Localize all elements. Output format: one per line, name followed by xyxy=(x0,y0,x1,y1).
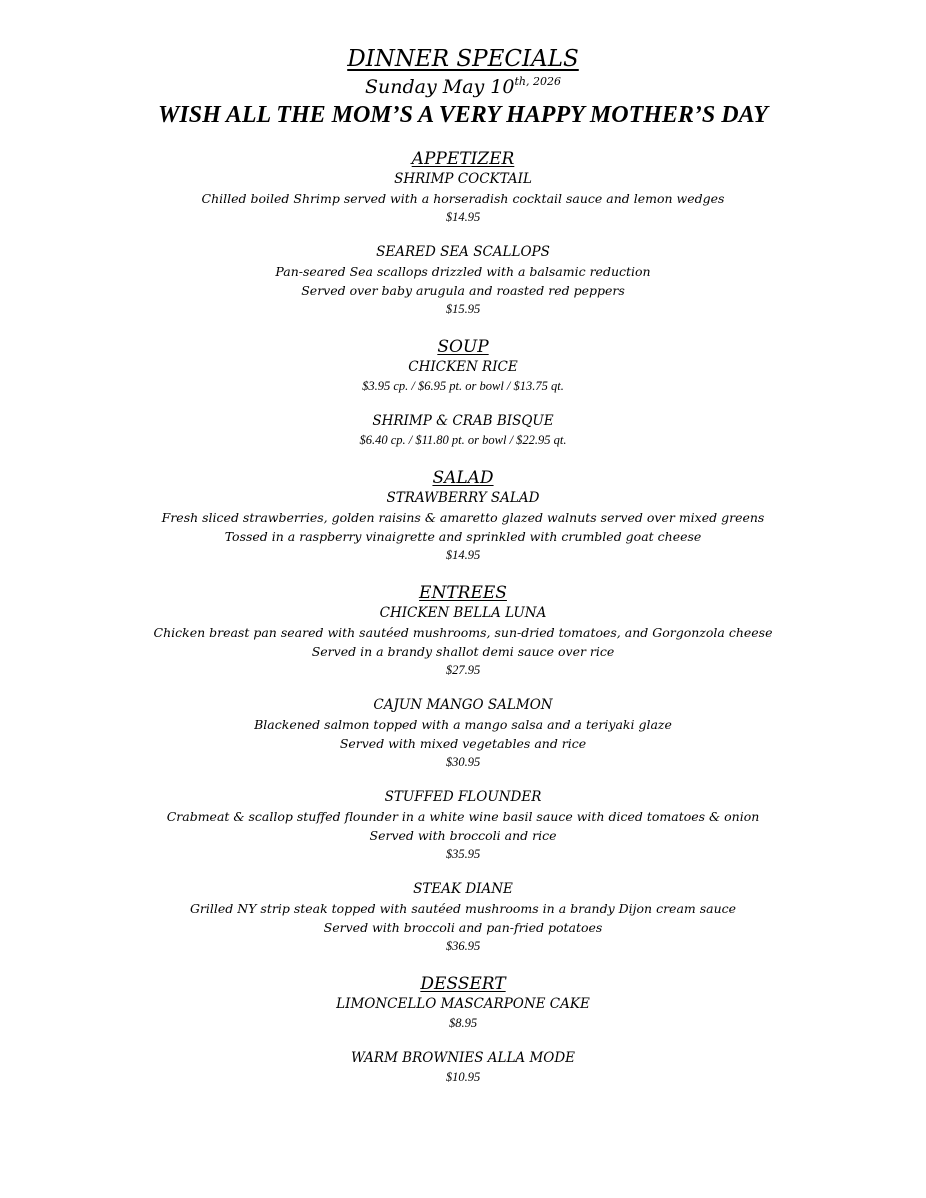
menu-item-description: Served with mixed vegetables and rice xyxy=(339,736,587,751)
date-line xyxy=(0,74,926,100)
menu-item-description: Fresh sliced strawberries, golden raisins & amaretto glazed walnuts served over mixed greens xyxy=(161,510,765,525)
menu-item xyxy=(0,604,926,679)
section-heading: SOUP xyxy=(437,337,489,357)
menu-item-description: Chicken breast pan seared with sautéed mushrooms, sun-dried tomatoes, and Gorgonzola cheese xyxy=(153,625,773,640)
mothers-day-greeting: WISH ALL THE MOM’S A VERY HAPPY MOTHER’S DAY xyxy=(158,102,768,128)
menu-sections xyxy=(0,148,926,1086)
section-heading: DESSERT xyxy=(420,974,506,994)
menu-item-price: $3.95 cp. / $6.95 pt. or bowl / $13.75 qt. xyxy=(362,379,564,393)
menu-section-salad xyxy=(0,467,926,564)
menu-item xyxy=(0,489,926,564)
menu-section-appetizer xyxy=(0,148,926,318)
menu-item-name: SEARED SEA SCALLOPS xyxy=(376,244,550,260)
menu-item-description: Grilled NY strip steak topped with sautéed mushrooms in a brandy Dijon cream sauce xyxy=(189,901,737,916)
menu-item-description: Pan-seared Sea scallops drizzled with a balsamic reduction xyxy=(275,264,651,279)
menu-item-price: $30.95 xyxy=(445,755,481,769)
menu-item-description: Tossed in a raspberry vinaigrette and sprinkled with crumbled goat cheese xyxy=(224,529,702,544)
menu-item xyxy=(0,170,926,226)
menu-item xyxy=(0,358,926,395)
menu-item-name: LIMONCELLO MASCARPONE CAKE xyxy=(336,996,590,1012)
menu-item-price: $35.95 xyxy=(445,847,481,861)
menu-item xyxy=(0,412,926,449)
section-heading: SALAD xyxy=(432,468,494,488)
menu-item-price: $10.95 xyxy=(445,1070,481,1084)
menu-item-price: $8.95 xyxy=(448,1016,478,1030)
menu-item-price: $14.95 xyxy=(445,210,481,224)
menu-item-name: CHICKEN BELLA LUNA xyxy=(379,605,547,621)
menu-item-price: $15.95 xyxy=(445,302,481,316)
menu-item-name: STRAWBERRY SALAD xyxy=(386,490,540,506)
menu-item-name: WARM BROWNIES ALLA MODE xyxy=(350,1050,576,1066)
date-main: Sunday May 10 xyxy=(365,76,515,98)
menu-item-name: SHRIMP & CRAB BISQUE xyxy=(372,413,554,429)
menu-item-price: $6.40 cp. / $11.80 pt. or bowl / $22.95 qt. xyxy=(359,433,567,447)
menu-item-description: Crabmeat & scallop stuffed flounder in a white wine basil sauce with diced tomatoes & onion xyxy=(166,809,760,824)
menu-item-price: $36.95 xyxy=(445,939,481,953)
menu-header xyxy=(0,44,926,130)
menu-item xyxy=(0,788,926,863)
menu-item-name: STEAK DIANE xyxy=(413,881,513,897)
menu-item-description: Chilled boiled Shrimp served with a horseradish cocktail sauce and lemon wedges xyxy=(201,191,725,206)
menu-item-description: Blackened salmon topped with a mango salsa and a teriyaki glaze xyxy=(254,717,672,732)
menu-section-entrees xyxy=(0,582,926,955)
menu-item-name: SHRIMP COCKTAIL xyxy=(394,171,532,187)
date-superscript: th, 2026 xyxy=(514,75,561,88)
section-heading: APPETIZER xyxy=(411,149,515,169)
menu-item-description: Served in a brandy shallot demi sauce over rice xyxy=(311,644,615,659)
menu-item-price: $14.95 xyxy=(445,548,481,562)
menu-item-price: $27.95 xyxy=(445,663,481,677)
menu-item-name: STUFFED FLOUNDER xyxy=(384,789,542,805)
menu-item xyxy=(0,243,926,318)
page-title: DINNER SPECIALS xyxy=(347,46,579,72)
menu-section-soup xyxy=(0,336,926,449)
menu-item-name: CHICKEN RICE xyxy=(408,359,518,375)
menu-item xyxy=(0,696,926,771)
menu-item xyxy=(0,995,926,1032)
menu-item xyxy=(0,1049,926,1086)
menu-item-description: Served with broccoli and rice xyxy=(369,828,557,843)
menu-item-description: Served with broccoli and pan-fried potatoes xyxy=(323,920,603,935)
menu-item-description: Served over baby arugula and roasted red peppers xyxy=(301,283,625,298)
menu-item xyxy=(0,880,926,955)
menu-section-dessert xyxy=(0,973,926,1086)
section-heading: ENTREES xyxy=(419,583,507,603)
menu-item-name: CAJUN MANGO SALMON xyxy=(373,697,553,713)
